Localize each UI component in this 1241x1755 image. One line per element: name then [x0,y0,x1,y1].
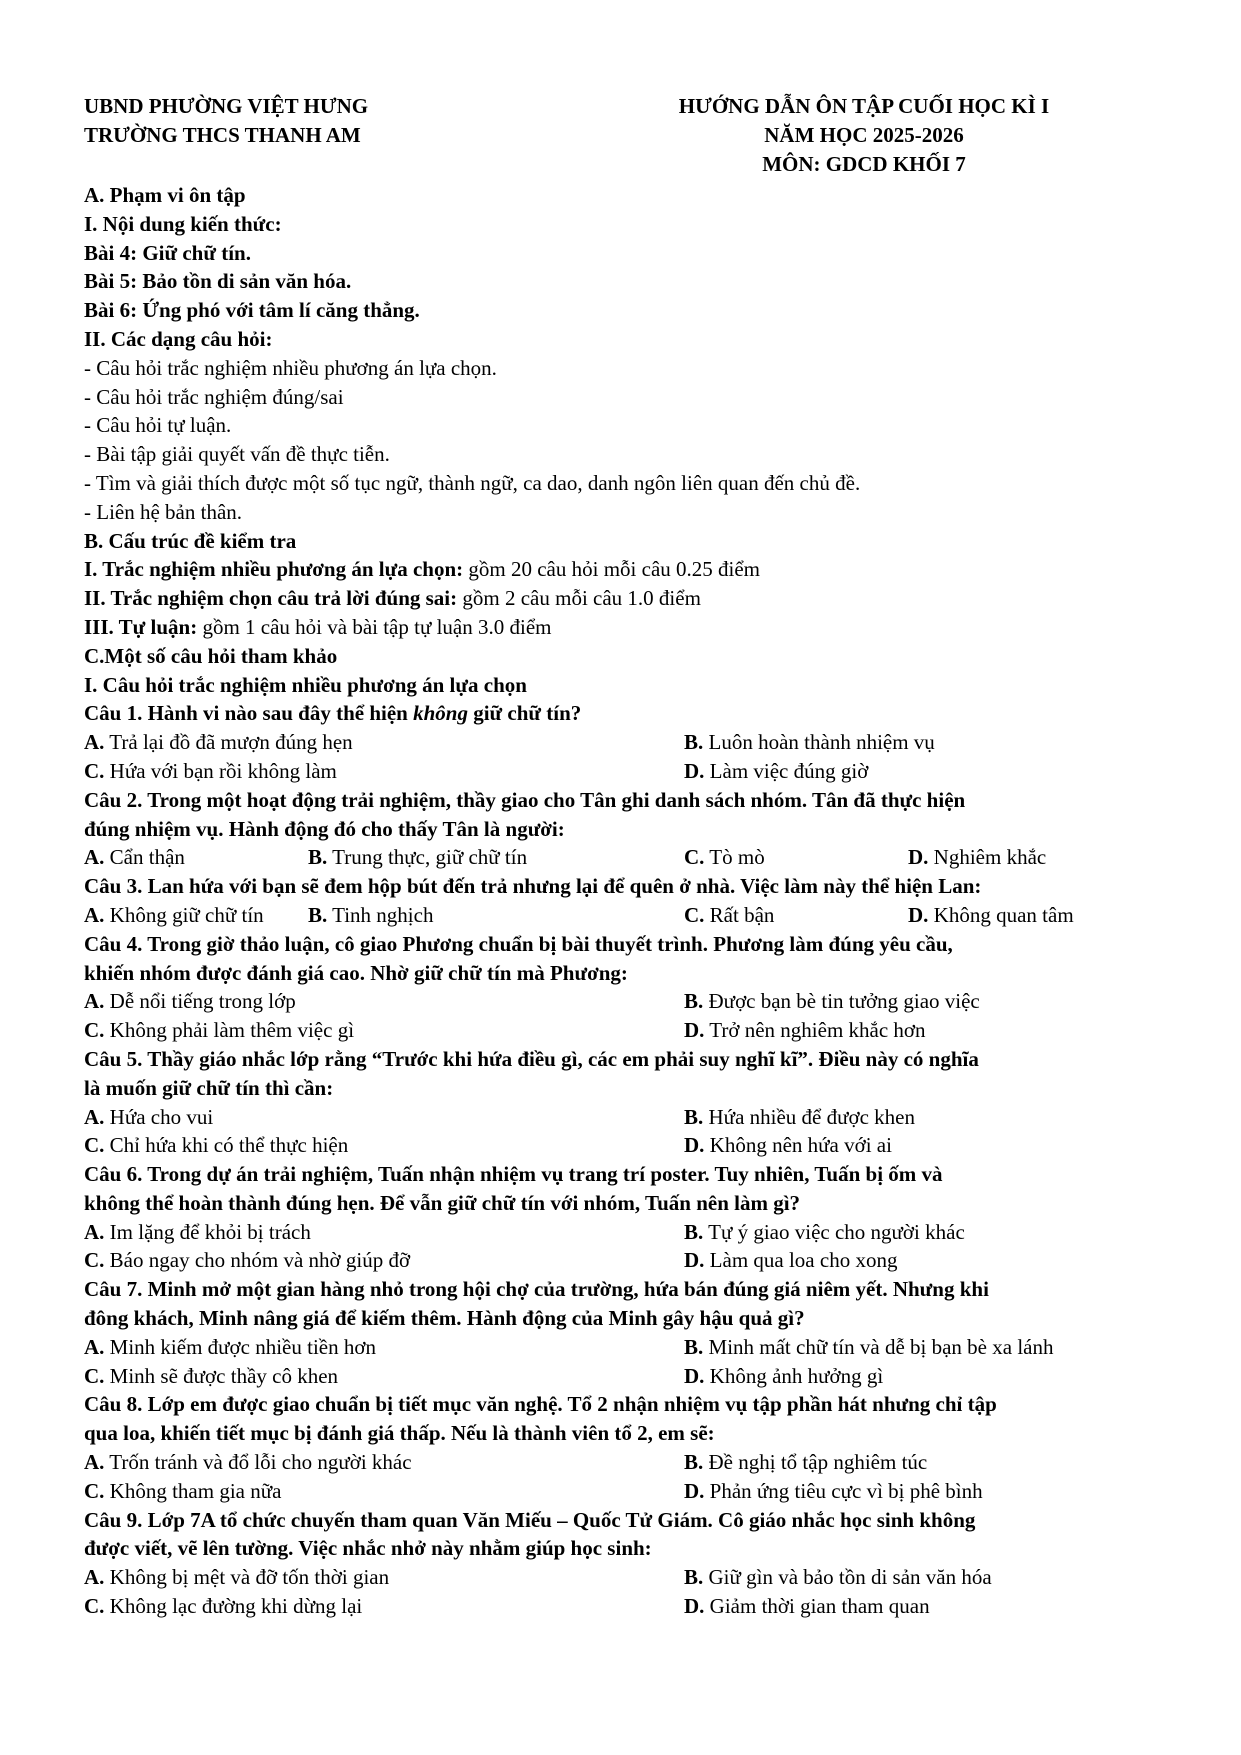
intro-line: B. Cấu trúc đề kiểm tra [84,528,297,553]
option-d [684,1016,926,1045]
options-row [84,1592,1174,1621]
intro-line: I. Nội dung kiến thức: [84,211,282,236]
option-text: Trở nên nghiêm khắc hơn [704,1018,926,1043]
option-c [84,1592,684,1621]
intro-line: - Bài tập giải quyết vấn đề thực tiễn. [84,442,390,467]
question-text-line: khiến nhóm được đánh giá cao. Nhờ giữ chữ tín mà Phương: [84,960,628,985]
option-d [684,1362,883,1391]
structure-label: I. Trắc nghiệm nhiều phương án lựa chọn: [84,557,464,582]
question-4 [84,930,1174,1045]
option-label: B. [684,989,704,1014]
question-list [84,786,1174,1621]
option-b [308,901,684,930]
option-text: Không bị mệt và đỡ tốn thời gian [104,1565,390,1590]
options-row [84,1131,1174,1160]
option-b [684,1448,927,1477]
options-row [84,987,1174,1016]
option-a [84,901,308,930]
structure-text: gồm 20 câu hỏi mỗi câu 0.25 điểm [463,557,761,582]
question-text-line: không thể hoàn thành đúng hẹn. Để vẫn giữ chữ tín với nhóm, Tuấn nên làm gì? [84,1190,801,1215]
option-label: B. [684,1565,704,1590]
option-c [84,1131,684,1160]
subject-title: MÔN: GDCD KHỐI 7 [762,152,966,176]
options-row [84,1477,1174,1506]
intro-section [84,181,1174,555]
options-row [84,1333,1174,1362]
option-a [84,987,684,1016]
options-row [84,1016,1174,1045]
option-label: B. [684,1104,704,1129]
document-header [84,92,1174,181]
options-row [84,843,1174,872]
question-6 [84,1160,1174,1275]
school-name: TRƯỜNG THCS THANH AM [84,123,361,147]
option-label: C. [84,1248,105,1273]
question-5 [84,1045,1174,1160]
option-text: Không ảnh hưởng gì [704,1363,884,1388]
option-b [684,1103,915,1132]
option-b [684,1218,965,1247]
options-row [84,1103,1174,1132]
option-label: D. [908,845,929,870]
option-label: C. [684,902,705,927]
option-text: Không phải làm thêm việc gì [104,1018,355,1043]
question-text-line: Câu 6. Trong dự án trải nghiệm, Tuấn nhận nhiệm vụ trang trí poster. Tuy nhiên, Tuấn bị ốm và [84,1162,943,1187]
option-label: B. [684,1219,704,1244]
structure-label: III. Tự luận: [84,614,198,639]
question-3 [84,872,1174,930]
option-c [84,1477,684,1506]
option-b [684,987,980,1016]
option-label: D. [684,1594,705,1619]
intro-line: - Tìm và giải thích được một số tục ngữ, thành ngữ, ca dao, danh ngôn liên quan đến chủ đề. [84,470,861,495]
option-label: B. [684,1450,704,1475]
options-row [84,1563,1174,1592]
option-label: C. [84,1133,105,1158]
option-text: Chỉ hứa khi có thể thực hiện [104,1133,349,1158]
option-label: B. [308,845,328,870]
option-c [84,1246,684,1275]
option-d [908,843,1046,872]
intro-line: - Câu hỏi trắc nghiệm đúng/sai [84,384,344,409]
option-b [684,1333,1053,1362]
option-text: Nghiêm khắc [928,845,1047,870]
option-text: Trốn tránh và đổ lỗi cho người khác [104,1450,412,1475]
question-text-line: Câu 8. Lớp em được giao chuẩn bị tiết mục văn nghệ. Tổ 2 nhận nhiệm vụ tập phần hát nhưng chỉ tập [84,1392,997,1417]
question-text-line: Câu 7. Minh mở một gian hàng nhỏ trong hội chợ của trường, hứa bán đúng giá niêm yết. Nhưng khi [84,1277,989,1302]
option-d [908,901,1074,930]
option-label: A. [84,989,105,1014]
option-label: D. [684,1363,705,1388]
option-label: A. [84,1565,105,1590]
question-1 [84,699,1174,785]
question-text-line: qua loa, khiến tiết mục bị đánh giá thấp. Nếu là thành viên tổ 2, em sẽ: [84,1421,715,1446]
options-row [84,1246,1174,1275]
option-label: D. [684,1478,705,1503]
option-text: Dễ nổi tiếng trong lớp [104,989,296,1014]
question-text-line: Câu 9. Lớp 7A tổ chức chuyến tham quan Văn Miếu – Quốc Tử Giám. Cô giáo nhắc học sinh không [84,1507,976,1532]
option-text: Không giữ chữ tín [104,902,264,927]
option-text: Im lặng để khỏi bị trách [104,1219,311,1244]
option-text: Hứa cho vui [104,1104,214,1129]
question-1-options-row-1 [84,728,1174,757]
structure-line [84,584,1174,613]
option-label: C. [84,1478,105,1503]
structure-label: II. Trắc nghiệm chọn câu trả lời đúng sai: [84,586,458,611]
option-text: Hứa nhiều để được khen [703,1104,915,1129]
option-label: C. [84,1018,105,1043]
option-label: A. [84,1334,105,1359]
option-text: Giữ gìn và bảo tồn di sản văn hóa [703,1565,992,1590]
option-label: D. [684,1133,705,1158]
question-text-line: Câu 5. Thầy giáo nhắc lớp rằng “Trước khi hứa điều gì, các em phải suy nghĩ kĩ”. Điều này có nghĩa [84,1046,979,1071]
option-label: A. [84,1450,105,1475]
option-d [684,1131,892,1160]
option-label: D. [684,1018,705,1043]
structure-line [84,555,1174,584]
option-text: Rất bận [704,902,775,927]
document-title-block [614,92,1114,179]
option-text: Giảm thời gian tham quan [704,1594,930,1619]
question-1-text: Câu 1. Hành vi nào sau đây thể hiện không giữ chữ tín? [84,701,582,726]
option-d [684,1246,897,1275]
school-year: NĂM HỌC 2025-2026 [764,123,964,147]
option-label: C. [84,1594,105,1619]
school-info [84,92,368,150]
option-c [684,901,908,930]
option-text: Báo ngay cho nhóm và nhờ giúp đỡ [104,1248,411,1273]
option-a [84,1333,684,1362]
option-text: Không nên hứa với ai [704,1133,892,1158]
question-text-line: Câu 2. Trong một hoạt động trải nghiệm, thầy giao cho Tân ghi danh sách nhóm. Tân đã thực hiện [84,787,966,812]
option-a: A. Trả lại đồ đã mượn đúng hẹn [84,730,353,755]
option-a [84,1563,684,1592]
intro-line: - Liên hệ bản thân. [84,499,243,524]
option-c [84,1016,684,1045]
option-text: Cẩn thận [104,845,185,870]
options-row [84,1448,1174,1477]
question-8 [84,1390,1174,1505]
question-text-line: Câu 4. Trong giờ thảo luận, cô giao Phương chuẩn bị bài thuyết trình. Phương làm đúng yêu cầu, [84,931,953,956]
option-a [84,843,308,872]
option-label: D. [908,902,929,927]
question-2 [84,786,1174,872]
option-text: Tinh nghịch [327,902,434,927]
option-label: A. [84,902,105,927]
option-text: Không tham gia nữa [104,1478,282,1503]
option-label: B. [684,1334,704,1359]
option-text: Không quan tâm [928,902,1074,927]
structure-text: gồm 1 câu hỏi và bài tập tự luận 3.0 điểm [197,614,552,639]
option-text: Làm qua loa cho xong [704,1248,898,1273]
document-page [84,92,1174,1621]
option-a [84,1448,684,1477]
option-text: Minh mất chữ tín và dễ bị bạn bè xa lánh [703,1334,1054,1359]
option-c: C. Hứa với bạn rồi không làm [84,758,337,783]
structure-line [84,613,1174,642]
option-d [684,1592,930,1621]
intro-line: Bài 4: Giữ chữ tín. [84,240,251,265]
question-9 [84,1506,1174,1621]
question-1-options-row-2 [84,757,1174,786]
question-text-line: là muốn giữ chữ tín thì cần: [84,1075,334,1100]
option-b: B. Luôn hoàn thành nhiệm vụ [684,730,935,755]
options-row [84,1218,1174,1247]
option-text: Tò mò [704,845,765,870]
option-label: A. [84,845,105,870]
option-label: B. [308,902,328,927]
option-label: C. [84,1363,105,1388]
question-7 [84,1275,1174,1390]
section-c-heading: C.Một số câu hỏi tham khảo [84,643,338,668]
question-text-line: đúng nhiệm vụ. Hành động đó cho thấy Tân là người: [84,816,565,841]
question-text-line: được viết, vẽ lên tường. Việc nhắc nhở này nhằm giúp học sinh: [84,1536,652,1561]
option-text: Không lạc đường khi dừng lại [104,1594,363,1619]
option-text: Trung thực, giữ chữ tín [327,845,528,870]
option-label: A. [84,1104,105,1129]
option-text: Minh kiếm được nhiều tiền hơn [104,1334,376,1359]
option-text: Minh sẽ được thầy cô khen [104,1363,339,1388]
exam-structure [84,555,1174,641]
option-d [684,1477,983,1506]
option-b [308,843,684,872]
intro-line: Bài 5: Bảo tồn di sản văn hóa. [84,269,352,294]
intro-line: - Câu hỏi tự luận. [84,413,232,438]
intro-line: A. Phạm vi ôn tập [84,183,246,207]
option-text: Tự ý giao việc cho người khác [703,1219,965,1244]
option-a [84,1103,684,1132]
intro-line: - Câu hỏi trắc nghiệm nhiều phương án lựa chọn. [84,355,497,380]
options-row [84,1362,1174,1391]
option-a [84,1218,684,1247]
question-text-line: Câu 3. Lan hứa với bạn sẽ đem hộp bút đến trả nhưng lại để quên ở nhà. Việc làm này thể hiện Lan: [84,874,982,899]
intro-line: Bài 6: Ứng phó với tâm lí căng thẳng. [84,298,420,323]
question-text-line: đông khách, Minh nâng giá để kiếm thêm. Hành động của Minh gây hậu quả gì? [84,1306,805,1331]
document-title: HƯỚNG DẪN ÔN TẬP CUỐI HỌC KÌ I [678,94,1050,118]
option-label: C. [684,845,705,870]
options-row [84,901,1174,930]
intro-line: II. Các dạng câu hỏi: [84,326,273,351]
option-text: Phản ứng tiêu cực vì bị phê bình [704,1478,983,1503]
option-text: Đề nghị tổ tập nghiêm túc [703,1450,928,1475]
option-b [684,1563,992,1592]
option-c [84,1362,684,1391]
section-c1-heading: I. Câu hỏi trắc nghiệm nhiều phương án lựa chọn [84,672,527,697]
structure-text: gồm 2 câu mỗi câu 1.0 điểm [457,586,701,611]
option-c [684,843,908,872]
district-name: UBND PHƯỜNG VIỆT HƯNG [84,94,369,118]
option-label: A. [84,1219,105,1244]
option-label: D. [684,1248,705,1273]
option-text: Được bạn bè tin tưởng giao việc [703,989,980,1014]
option-d: D. Làm việc đúng giờ [684,758,869,783]
